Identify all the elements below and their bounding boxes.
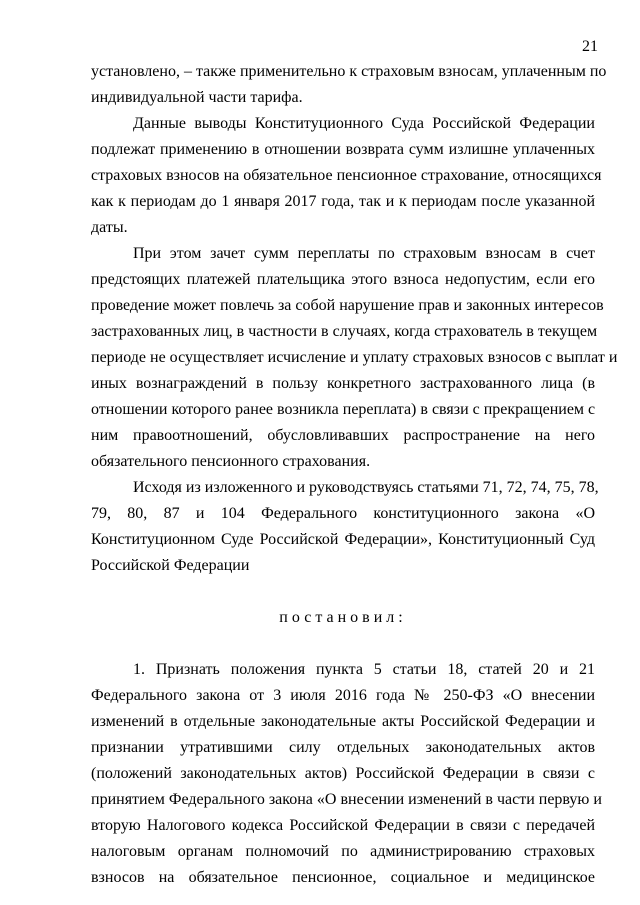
text-line: страховых взносов на обязательное пенсионное страхование, относящихся: [91, 167, 602, 184]
paragraph: [91, 475, 599, 579]
text-line: признании утратившими силу отдельных законодательных актов: [91, 739, 595, 756]
page-number: 21: [582, 38, 598, 55]
spacer: [91, 631, 595, 657]
spacer: [91, 579, 595, 605]
text-line: ним правоотношений, обусловливавших распространение на него: [91, 427, 595, 444]
text-line: индивидуальной части тарифа.: [91, 89, 303, 106]
text-line: 1. Признать положения пункта 5 статьи 18, статей 20 и 21: [133, 661, 595, 678]
text-line: подлежат применению в отношении возврата сумм излишне уплаченных: [91, 141, 595, 158]
text-line: изменений в отдельные законодательные акты Российской Федерации и: [91, 713, 595, 730]
text-line: Федерального закона от 3 июля 2016 года № 250-ФЗ «О внесении: [91, 687, 595, 704]
paragraph: [91, 59, 607, 111]
text-line: (положений законодательных актов) Российской Федерации в связи с: [91, 765, 595, 782]
resolution-heading: постановил:: [279, 609, 407, 626]
text-line: как к периодам до 1 января 2017 года, так и к периодам после указанной: [91, 193, 595, 210]
text-line: застрахованных лиц, в частности в случаях, когда страхователь в текущем: [91, 323, 598, 340]
text-line: налоговым органам полномочий по администрированию страховых: [91, 843, 595, 860]
document-body: [91, 59, 618, 891]
text-line: предстоящих платежей плательщика этого взноса недопустим, если его: [91, 271, 595, 288]
text-line: Исходя из изложенного и руководствуясь статьями 71, 72, 74, 75, 78,: [133, 479, 599, 496]
text-line: вторую Налогового кодекса Российской Федерации в связи с передачей: [91, 817, 595, 834]
text-line: обязательного пенсионного страхования.: [91, 453, 371, 470]
reasoning-paragraphs: [91, 59, 618, 579]
text-line: принятием Федерального закона «О внесении изменений в части первую и: [91, 791, 602, 808]
text-line: даты.: [91, 219, 128, 236]
text-line: При этом зачет сумм переплаты по страховым взносам в счет: [133, 245, 595, 262]
text-line: установлено, – также применительно к страховым взносам, уплаченным по: [91, 63, 607, 80]
text-line: отношении которого ранее возникла переплата) в связи с прекращением с: [91, 401, 596, 418]
text-line: 79, 80, 87 и 104 Федерального конституционного закона «О: [91, 505, 595, 522]
text-line: проведение может повлечь за собой нарушение прав и законных интересов: [91, 297, 604, 314]
paragraph: [91, 241, 618, 475]
text-line: взносов на обязательное пенсионное, социальное и медицинское: [91, 869, 595, 886]
text-line: Российской Федерации: [91, 557, 250, 574]
text-line: иных вознаграждений в пользу конкретного застрахованного лица (в: [91, 375, 595, 392]
text-line: Конституционном Суде Российской Федерации», Конституционный Суд: [91, 531, 595, 548]
text-line: Данные выводы Конституционного Суда Российской Федерации: [133, 115, 595, 132]
paragraph: [91, 111, 602, 241]
text-line: периоде не осуществляет исчисление и уплату страховых взносов с выплат и: [91, 349, 618, 366]
operative-paragraph: [91, 657, 602, 891]
